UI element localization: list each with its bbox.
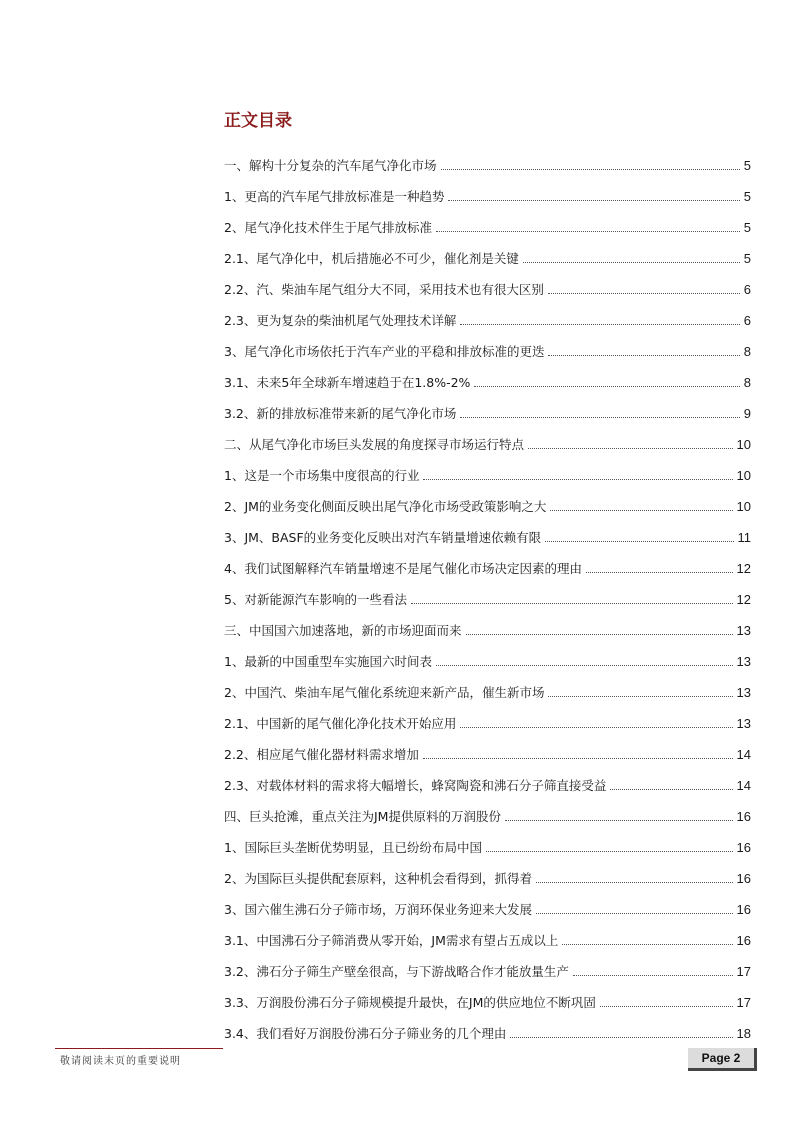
toc-entry-label: 1、国际巨头垄断优势明显，且已纷纷布局中国 [224, 840, 482, 855]
toc-entry-label: 3.3、万润股份沸石分子筛规模提升最快，在JM的供应地位不断巩固 [224, 995, 596, 1010]
toc-entry-page: 6 [743, 282, 751, 297]
toc-leader [510, 1037, 732, 1038]
toc-entry-label: 2、JM的业务变化侧面反映出尾气净化市场受政策影响之大 [224, 499, 547, 514]
footer-disclaimer: 敬请阅读末页的重要说明 [60, 1056, 181, 1067]
toc-entry-label: 2.1、尾气净化中，机后措施必不可少，催化剂是关键 [224, 251, 519, 266]
toc-entry-label: 2、为国际巨头提供配套原料，这种机会看得到，抓得着 [224, 871, 532, 886]
toc-entry[interactable] [224, 825, 751, 856]
toc-entry-label: 5、对新能源汽车影响的一些看法 [224, 592, 407, 607]
toc-entry[interactable] [224, 360, 751, 391]
toc-leader [460, 727, 732, 728]
toc-entry-page: 9 [743, 406, 751, 421]
toc-leader [545, 541, 733, 542]
toc-entry-page: 8 [743, 375, 751, 390]
toc-entry-page: 13 [736, 716, 751, 731]
toc-entry[interactable] [224, 422, 751, 453]
toc-leader [486, 851, 733, 852]
toc-entry[interactable] [224, 701, 751, 732]
toc-entry-page: 5 [743, 158, 751, 173]
toc-leader [550, 510, 732, 511]
toc-entry[interactable] [224, 763, 751, 794]
toc-entry[interactable] [224, 298, 751, 329]
toc-entry-label: 3.1、未来5年全球新车增速趋于在1.8%-2% [224, 375, 471, 390]
toc-entry-page: 18 [736, 1026, 751, 1041]
toc-entry-label: 2.2、汽、柴油车尾气组分大不同，采用技术也有很大区别 [224, 282, 544, 297]
toc-entry-label: 3.4、我们看好万润股份沸石分子筛业务的几个理由 [224, 1026, 507, 1041]
toc-leader [436, 231, 740, 232]
toc-entry-label: 1、这是一个市场集中度很高的行业 [224, 468, 420, 483]
toc-leader [536, 882, 733, 883]
toc-leader [573, 975, 733, 976]
toc-entry-page: 16 [736, 809, 751, 824]
toc-leader [586, 572, 733, 573]
toc-entry-page: 17 [736, 964, 751, 979]
toc-entry-label: 3、国六催生沸石分子筛市场，万润环保业务迎来大发展 [224, 902, 532, 917]
toc-entry[interactable] [224, 174, 751, 205]
toc-leader [423, 479, 732, 480]
toc-entry-label: 3.1、中国沸石分子筛消费从零开始，JM需求有望占五成以上 [224, 933, 559, 948]
toc-entry[interactable] [224, 918, 751, 949]
toc-entry[interactable] [224, 267, 751, 298]
toc-entry-page: 11 [737, 530, 751, 545]
toc-entry-label: 1、最新的中国重型车实施国六时间表 [224, 654, 432, 669]
toc-leader [474, 386, 739, 387]
toc-leader [505, 820, 733, 821]
toc-entry[interactable] [224, 236, 751, 267]
toc-leader [436, 665, 733, 666]
toc-entry-label: 4、我们试图解释汽车销量增速不是尾气催化市场决定因素的理由 [224, 561, 582, 576]
toc-entry[interactable] [224, 670, 751, 701]
toc-entry-page: 5 [743, 220, 751, 235]
toc-entry[interactable] [224, 608, 751, 639]
toc-leader [562, 944, 732, 945]
toc-leader [411, 603, 733, 604]
toc-leader [528, 448, 733, 449]
toc-entry-page: 5 [743, 189, 751, 204]
toc-entry[interactable] [224, 143, 751, 174]
toc-entry-label: 1、更高的汽车尾气排放标准是一种趋势 [224, 189, 445, 204]
toc-entry-label: 2.1、中国新的尾气催化净化技术开始应用 [224, 716, 457, 731]
toc-leader [536, 913, 733, 914]
toc-leader [548, 293, 740, 294]
toc-entry-label: 二、从尾气净化市场巨头发展的角度探寻市场运行特点 [224, 437, 525, 452]
toc-leader [600, 1006, 733, 1007]
toc-leader [610, 789, 732, 790]
toc-entry[interactable] [224, 639, 751, 670]
toc-leader [423, 758, 733, 759]
toc-entry[interactable] [224, 515, 751, 546]
toc-entry[interactable] [224, 794, 751, 825]
toc-entry-page: 16 [736, 871, 751, 886]
toc-entry[interactable] [224, 887, 751, 918]
toc-leader [448, 200, 739, 201]
toc-entry-label: 3.2、新的排放标准带来新的尾气净化市场 [224, 406, 457, 421]
toc-entry[interactable] [224, 949, 751, 980]
toc-entry-page: 13 [736, 654, 751, 669]
toc-entry-label: 3、尾气净化市场依托于汽车产业的平稳和排放标准的更迭 [224, 344, 545, 359]
page-number-badge: Page 2 [688, 1048, 757, 1071]
toc-entry-label: 2、中国汽、柴油车尾气催化系统迎来新产品，催生新市场 [224, 685, 545, 700]
toc-entry[interactable] [224, 453, 751, 484]
toc-entry-page: 16 [736, 840, 751, 855]
toc-entry[interactable] [224, 732, 751, 763]
toc-leader [523, 262, 740, 263]
toc-leader [466, 634, 733, 635]
toc-entry-page: 17 [736, 995, 751, 1010]
toc-entry-page: 13 [736, 623, 751, 638]
toc-entry[interactable] [224, 1011, 751, 1042]
toc-entry-page: 8 [743, 344, 751, 359]
toc-entry-page: 12 [736, 592, 751, 607]
toc-entry[interactable] [224, 205, 751, 236]
toc-entry-page: 10 [736, 437, 751, 452]
toc-entry-label: 一、解构十分复杂的汽车尾气净化市场 [224, 158, 437, 173]
toc-entry-page: 5 [743, 251, 751, 266]
toc-entry-label: 四、巨头抢滩，重点关注为JM提供原料的万润股份 [224, 809, 501, 824]
toc-entry-label: 2.3、对载体材料的需求将大幅增长，蜂窝陶瓷和沸石分子筛直接受益 [224, 778, 607, 793]
toc-entry-label: 2、尾气净化技术伴生于尾气排放标准 [224, 220, 432, 235]
toc-entry[interactable] [224, 577, 751, 608]
toc-leader [548, 355, 739, 356]
toc-entry-page: 13 [736, 685, 751, 700]
toc-leader [548, 696, 732, 697]
toc-entry[interactable] [224, 329, 751, 360]
toc-leader [460, 324, 739, 325]
toc-entry[interactable] [224, 980, 751, 1011]
toc-leader [441, 169, 740, 170]
toc-entry-page: 6 [743, 313, 751, 328]
toc-entry[interactable] [224, 856, 751, 887]
toc-entry-page: 10 [736, 468, 751, 483]
toc-entry[interactable] [224, 391, 751, 422]
footer-divider [55, 1048, 223, 1049]
toc-entry-page: 14 [736, 747, 751, 762]
toc-entry-label: 3、JM、BASF的业务变化反映出对汽车销量增速依赖有限 [224, 530, 542, 545]
toc-entry[interactable] [224, 484, 751, 515]
toc-entry-page: 16 [736, 933, 751, 948]
toc-title: 正文目录 [224, 111, 292, 131]
toc-entry-page: 16 [736, 902, 751, 917]
toc-list [224, 143, 751, 1042]
toc-entry-page: 12 [736, 561, 751, 576]
toc-entry-label: 三、中国国六加速落地，新的市场迎面而来 [224, 623, 462, 638]
toc-leader [460, 417, 739, 418]
toc-entry-label: 2.3、更为复杂的柴油机尾气处理技术详解 [224, 313, 457, 328]
toc-entry-label: 3.2、沸石分子筛生产壁垒很高，与下游战略合作才能放量生产 [224, 964, 569, 979]
toc-entry-label: 2.2、相应尾气催化器材料需求增加 [224, 747, 419, 762]
toc-entry-page: 10 [736, 499, 751, 514]
toc-entry[interactable] [224, 546, 751, 577]
toc-entry-page: 14 [736, 778, 751, 793]
